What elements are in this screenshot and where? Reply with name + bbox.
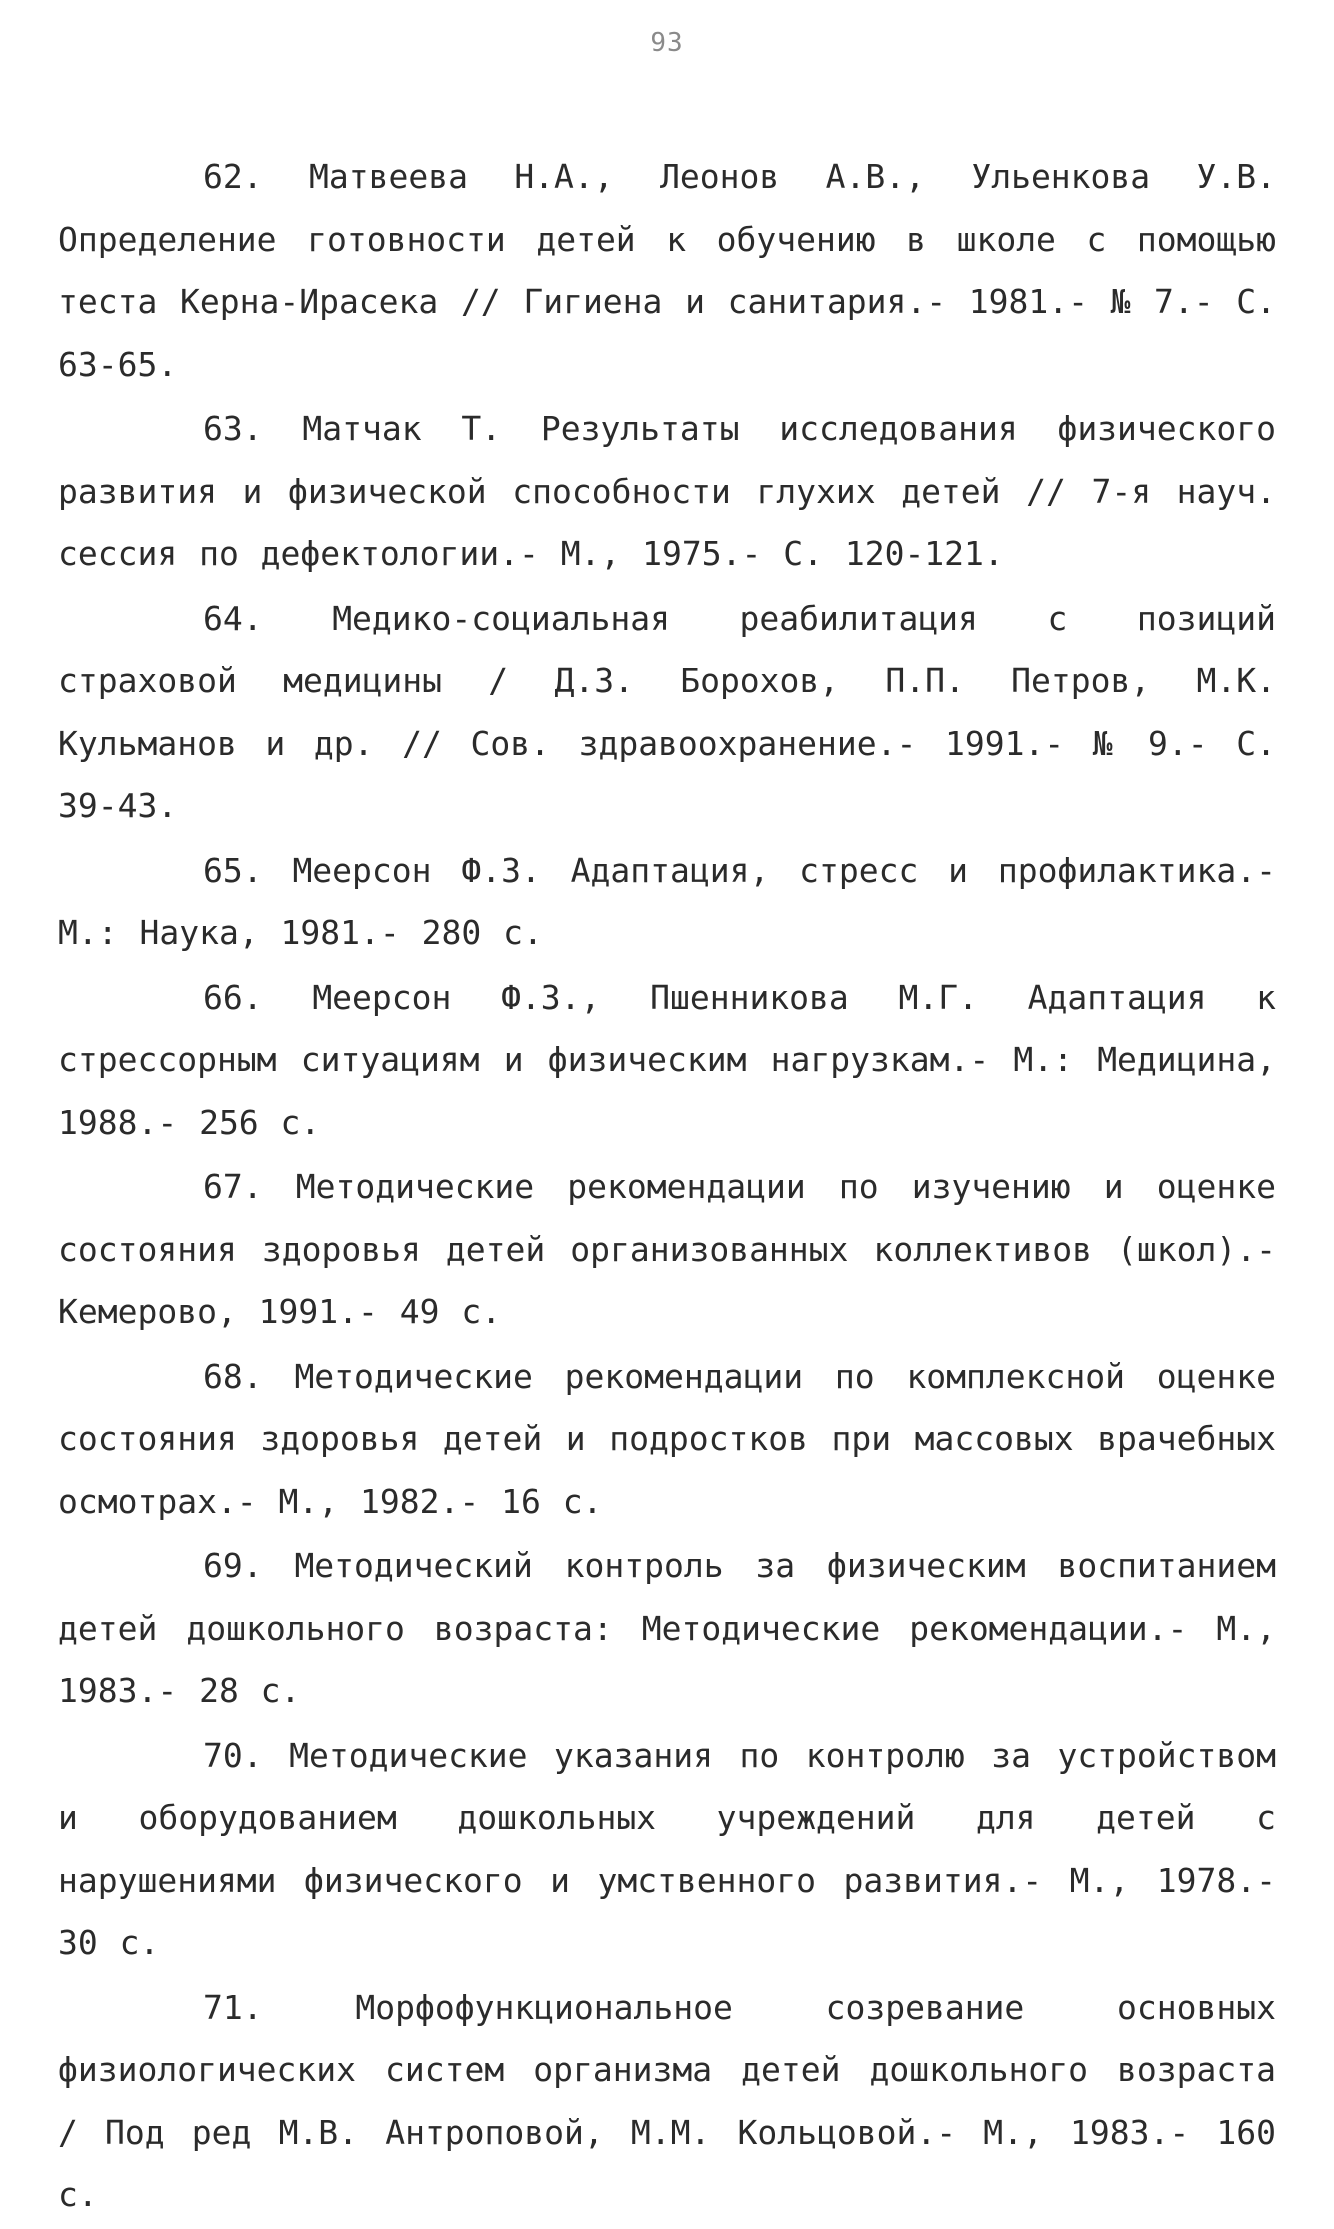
bibliography-entry xyxy=(58,1156,1276,1344)
entry-number: 67. xyxy=(203,1167,263,1206)
entry-number: 63. xyxy=(203,409,263,448)
bibliography-entry xyxy=(58,1346,1276,1534)
entry-text: Меерсон Ф.З. Адаптация, стресс и профилактика.- М.: Наука, 1981.- 280 с. xyxy=(58,850,1276,952)
entry-number: 65. xyxy=(203,850,263,890)
page-number: 93 xyxy=(650,28,684,58)
entry-text: Меерсон Ф.З., Пшенникова М.Г. Адаптация к стрессорным ситуациям и физическим нагрузкам.- М.: Медицина, 1988.- 256 с. xyxy=(58,977,1277,1142)
bibliography-entry xyxy=(58,1725,1276,1975)
bibliography-list xyxy=(58,146,1276,2229)
bibliography-entry xyxy=(58,1535,1276,1723)
bibliography-entry xyxy=(58,840,1276,965)
entry-number: 68. xyxy=(203,1356,263,1396)
entry-text: Матчак Т. Результаты исследования физического развития и физической способности глухих детей // 7-я науч. сессия по дефектологии.- М., 1975.- С. 120-121. xyxy=(58,409,1276,573)
entry-number: 66. xyxy=(203,977,263,1017)
entry-number: 69. xyxy=(203,1546,263,1585)
entry-number: 70. xyxy=(203,1735,263,1775)
entry-number: 71. xyxy=(203,1987,263,2027)
entry-text: Методические указания по контролю за устройством и оборудованием дошкольных учреждений для детей с нарушениями физического и умственного развития.- М., 1978.- 30 с. xyxy=(58,1735,1276,1962)
bibliography-entry xyxy=(58,588,1276,838)
entry-number: 64. xyxy=(203,598,263,638)
bibliography-entry xyxy=(58,146,1276,396)
entry-text: Морфофункциональное созревание основных физиологических систем организма детей дошкольного возраста / Под ред М.В. Антроповой, М.М. Кольцовой.- М., 1983.- 160 с. xyxy=(58,1987,1276,2214)
entry-number: 62. xyxy=(203,157,263,196)
bibliography-entry xyxy=(58,398,1276,586)
entry-text: Методические рекомендации по комплексной оценке состояния здоровья детей и подростков при массовых врачебных осмотрах.- М., 1982.- 16 с. xyxy=(58,1356,1277,1521)
bibliography-entry xyxy=(58,1977,1276,2227)
entry-text: Методический контроль за физическим воспитанием детей дошкольного возраста: Методические рекомендации.- М., 1983.- 28 с. xyxy=(58,1546,1277,1710)
entry-text: Методические рекомендации по изучению и оценке состояния здоровья детей организованных коллективов (школ).- Кемерово, 1991.- 49 с. xyxy=(58,1167,1276,1331)
bibliography-entry xyxy=(58,967,1276,1155)
entry-text: Матвеева Н.А., Леонов А.В., Ульенкова У.В. Определение готовности детей к обучению в школе с помощью теста Керна-Ирасека // Гигиена и санитария.- 1981.- № 7.- С. 63-65. xyxy=(58,157,1276,384)
entry-text: Медико-социальная реабилитация с позиций страховой медицины / Д.З. Борохов, П.П. Петров, М.К. Кульманов и др. // Сов. здравоохранение.- 1991.- № 9.- С. 39-43. xyxy=(58,598,1276,825)
